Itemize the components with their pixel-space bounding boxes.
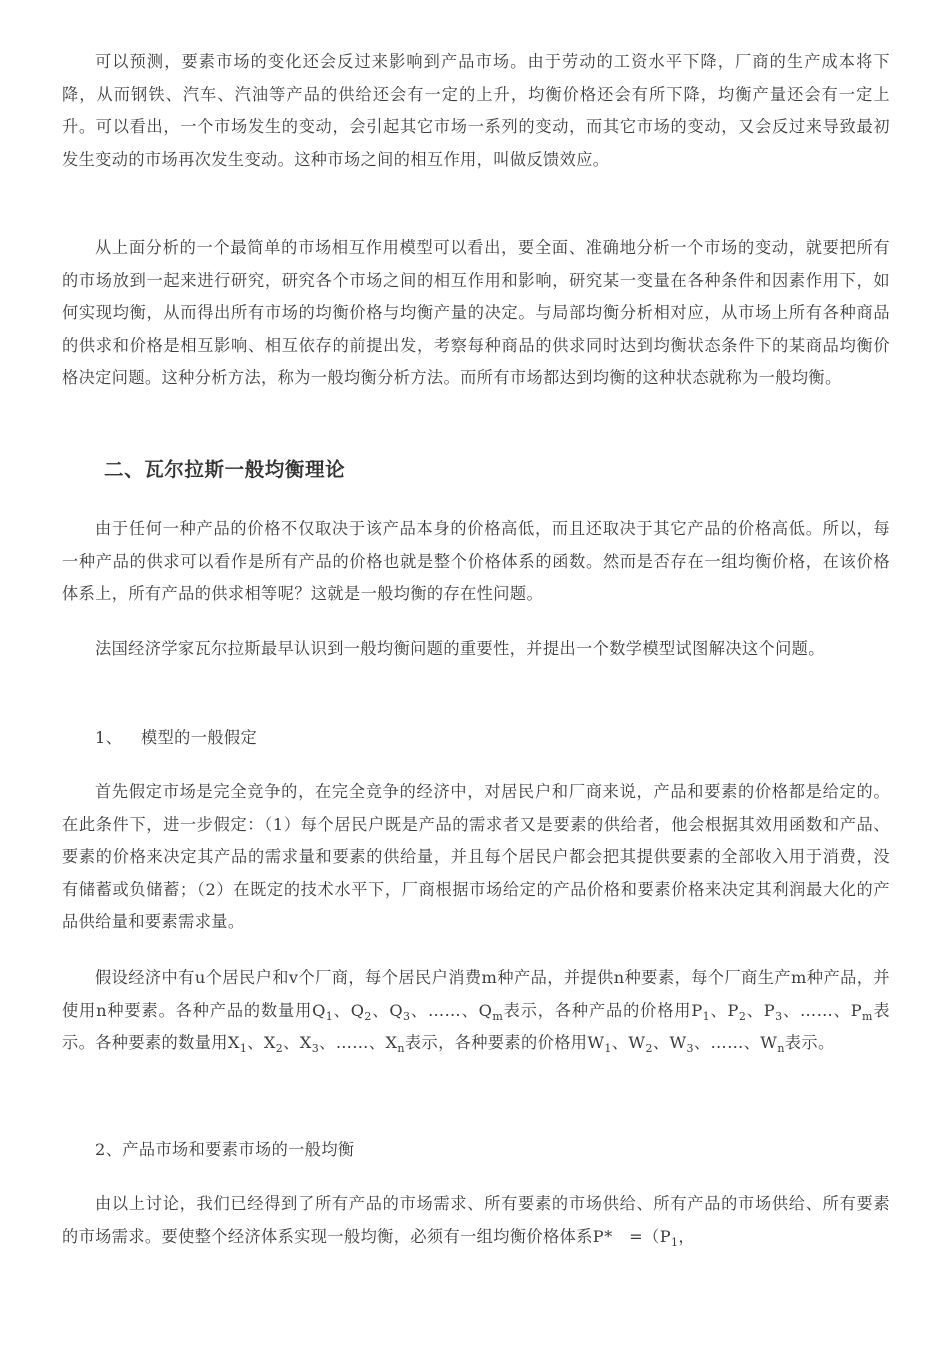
subheading-model-assumptions	[95, 722, 257, 754]
paragraph-assumptions: 首先假定市场是完全竞争的，在完全竞争的经济中，对居民户和厂商来说，产品和要素的价格都是给定的。在此条件下，进一步假定：（1）每个居民户既是产品的需求者又是要素的供给者，他会根据其效用函数和产品、要素的价格来决定其产品的需求量和要素的供给量，并且每个居民户都会把其提供要素的全部收入用于消费，没有储蓄或负储蓄；（2）在既定的技术水平下，厂商根据市场给定的产品价格和要素价格来决定其利润最大化的产品供给量和要素需求量。	[62, 782, 890, 931]
subheading-text: 模型的一般假定	[141, 728, 258, 747]
paragraph-walras-model: 法国经济学家瓦尔拉斯最早认识到一般均衡问题的重要性，并提出一个数学模型试图解决这个问题。	[95, 639, 825, 658]
paragraph-general-equilibrium-analysis: 从上面分析的一个最简单的市场相互作用模型可以看出，要全面、准确地分析一个市场的变动，就要把所有的市场放到一起来进行研究，研究各个市场之间的相互作用和影响，研究某一变量在各种条件和因素作用下，如何实现均衡，从而得出所有市场的均衡价格与均衡产量的决定。与局部均衡分析相对应，从市场上所有各种商品的供求和价格是相互影响、相互依存的前提出发，考察每种商品的供求同时达到均衡状态条件下的某商品均衡价格决定问题。这种分析方法，称为一般均衡分析方法。而所有市场都达到均衡的这种状态就称为一般均衡。	[62, 238, 890, 387]
subheading-number: 1、	[95, 728, 123, 747]
section-heading-walras: 二、瓦尔拉斯一般均衡理论	[104, 458, 346, 481]
paragraph-notation: 假设经济中有u个居民户和v个厂商，每个居民户消费m种产品，并提供n种要素，每个厂商生产m种产品，并使用n种要素。各种产品的数量用$Q_1$、$Q_2$、$Q_3$、……、$Q_m$表示，各种产品的价格用$P_1$、$P_2$、$P_3$、……、$P_m$表示。各种要素的数量用$X_1$、$X_2$、$X_3$、……、$X_n$表示，各种要素的价格用$W_1$、$W_2$、$W_3$、……、$W_n$表示。	[62, 968, 890, 1055]
paragraph-feedback-effect: 可以预测，要素市场的变化还会反过来影响到产品市场。由于劳动的工资水平下降，厂商的生产成本将下降，从而钢铁、汽车、汽油等产品的供给还会有一定的上升，均衡价格还会有所下降，均衡产量还会有一定上升。可以看出，一个市场发生的变动，会引起其它市场一系列的变动，而其它市场的变动，又会反过来导致最初发生变动的市场再次发生变动。这种市场之间的相互作用，叫做反馈效应。	[62, 52, 890, 169]
paragraph-equilibrium-prices: 由以上讨论，我们已经得到了所有产品的市场需求、所有要素的市场供给、所有产品的市场供给、所有要素的市场需求。要使整个经济体系实现一般均衡，必须有一组均衡价格体系P* $=(P_1$，	[62, 1194, 890, 1249]
paragraph-existence-problem: 由于任何一种产品的价格不仅取决于该产品本身的价格高低，而且还取决于其它产品的价格高低。所以，每一种产品的供求可以看作是所有产品的价格也就是整个价格体系的函数。然而是否存在一组均衡价格，在该价格体系上，所有产品的供求相等呢？这就是一般均衡的存在性问题。	[62, 519, 890, 603]
subheading-market-equilibrium: 2、产品市场和要素市场的一般均衡	[95, 1140, 355, 1159]
